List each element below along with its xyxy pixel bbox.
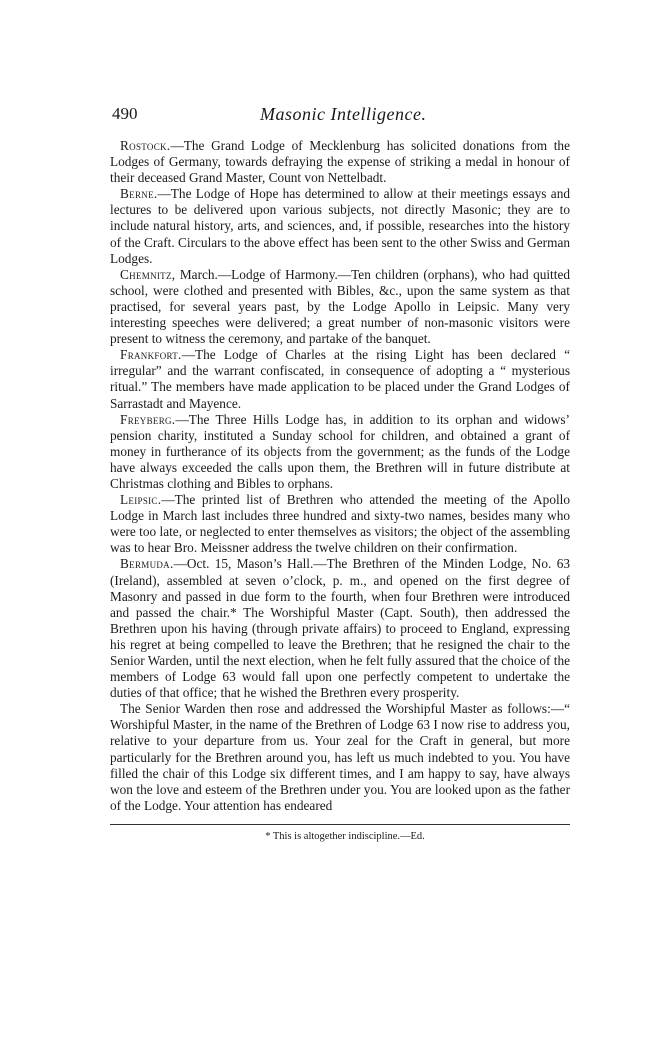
- dateline: Leipsic.: [120, 492, 162, 508]
- dateline: Frankfort.: [120, 347, 182, 363]
- paragraph-chemnitz: [110, 267, 570, 347]
- dateline: Bermuda.: [120, 556, 174, 572]
- running-title: Masonic Intelligence.: [260, 104, 427, 124]
- footnote: * This is altogether indiscipline.—Ed.: [265, 830, 425, 842]
- paragraph-text: March.—Lodge of Harmony.—Ten children (orphans), who had quitted school, were clothed and presented with Bibles, &c., upon the same system as that practised, for several years past, by the Lodge Apollo in Leipsic. Many very interesting speeches were delivered; a great number of non-masonic visitors were present to witness the ceremony, and partake of the banquet.: [110, 266, 570, 347]
- dateline: Berne.: [120, 186, 158, 202]
- paragraph-text: —Oct. 15, Mason’s Hall.—The Brethren of the Minden Lodge, No. 63 (Ireland), assembled at seven o’clock, p. m., and opened on the first degree of Masonry and passed in due form to the fourth, when four Brethren were introduced and passed the chair.* The Worshipful Master (Capt. South), then addressed the Brethren upon his having (through private affairs) to proceed to England, expressing his regret at being compelled to leave the Brethren; that he resigned the chair to the Senior Warden, until the next election, when he felt fully assured that the choice of the members of Lodge 63 would fall upon one perfectly competent to undertake the duties of that office; that he wished the Brethren every prosperity.: [110, 556, 570, 701]
- footnote-divider: [110, 824, 570, 825]
- paragraph-bermuda: [110, 556, 570, 701]
- paragraph-frankfort: [110, 347, 570, 411]
- page-header: [110, 104, 570, 130]
- article-body: [110, 138, 570, 814]
- paragraph-text: —The Grand Lodge of Mecklenburg has solicited donations from the Lodges of Germany, towards defraying the expense of striking a medal in honour of their deceased Grand Master, Count von Nettelbadt.: [110, 138, 570, 186]
- paragraph-rostock: [110, 138, 570, 186]
- book-page: [110, 104, 570, 842]
- page-number: 490: [112, 104, 138, 123]
- paragraph-text: —The printed list of Brethren who attended the meeting of the Apollo Lodge in March last includes three hundred and sixty-two names, besides many who were too late, or neglected to enter themselves as visitors; the object of the assembling was to hear Bro. Meissner address the twelve children on their confirmation.: [110, 492, 570, 556]
- paragraph-text: The Senior Warden then rose and addressed the Worshipful Master as follows:—“ Worshipful Master, in the name of the Brethren of Lodge 63 I now rise to address you, relative to your departure from us. Your zeal for the Craft in general, but more particularly for the Brethren around you, has left us much indebted to you. You have filled the chair of this Lodge six different times, and I am happy to say, have always won the love and esteem of the Brethren under you. You are looked upon as the father of the Lodge. Your attention has endeared: [110, 701, 570, 813]
- paragraph-freyberg: [110, 412, 570, 492]
- paragraph-berne: [110, 186, 570, 266]
- paragraph-text: —The Lodge of Charles at the rising Light has been declared “ irregular” and the warrant confiscated, in consequence of adopting a “ mysterious ritual.” The members have made application to be placed under the Grand Lodges of Sarrastadt and Mayence.: [110, 347, 570, 411]
- dateline: Rostock.: [120, 138, 171, 153]
- paragraph-text: —The Three Hills Lodge has, in addition to its orphan and widows’ pension charity, instituted a Sunday school for children, and obtained a grant of money in furtherance of its objects from the government; as the funds of the Lodge have always exceeded the calls upon them, the Brethren will in future distribute at Christmas clothing and Bibles to orphans.: [110, 411, 570, 491]
- paragraph-text: —The Lodge of Hope has determined to allow at their meetings essays and lectures to be delivered upon various subjects, not directly Masonic; they are to include natural history, arts, and sciences, and, if possible, researches into the history of the Craft. Circulars to the above effect has been sent to the other Swiss and German Lodges.: [110, 186, 570, 266]
- paragraph-leipsic: [110, 492, 570, 556]
- dateline: Freyberg.: [120, 411, 176, 427]
- dateline: Chemnitz,: [120, 266, 176, 282]
- paragraph-senior-warden: [110, 701, 570, 814]
